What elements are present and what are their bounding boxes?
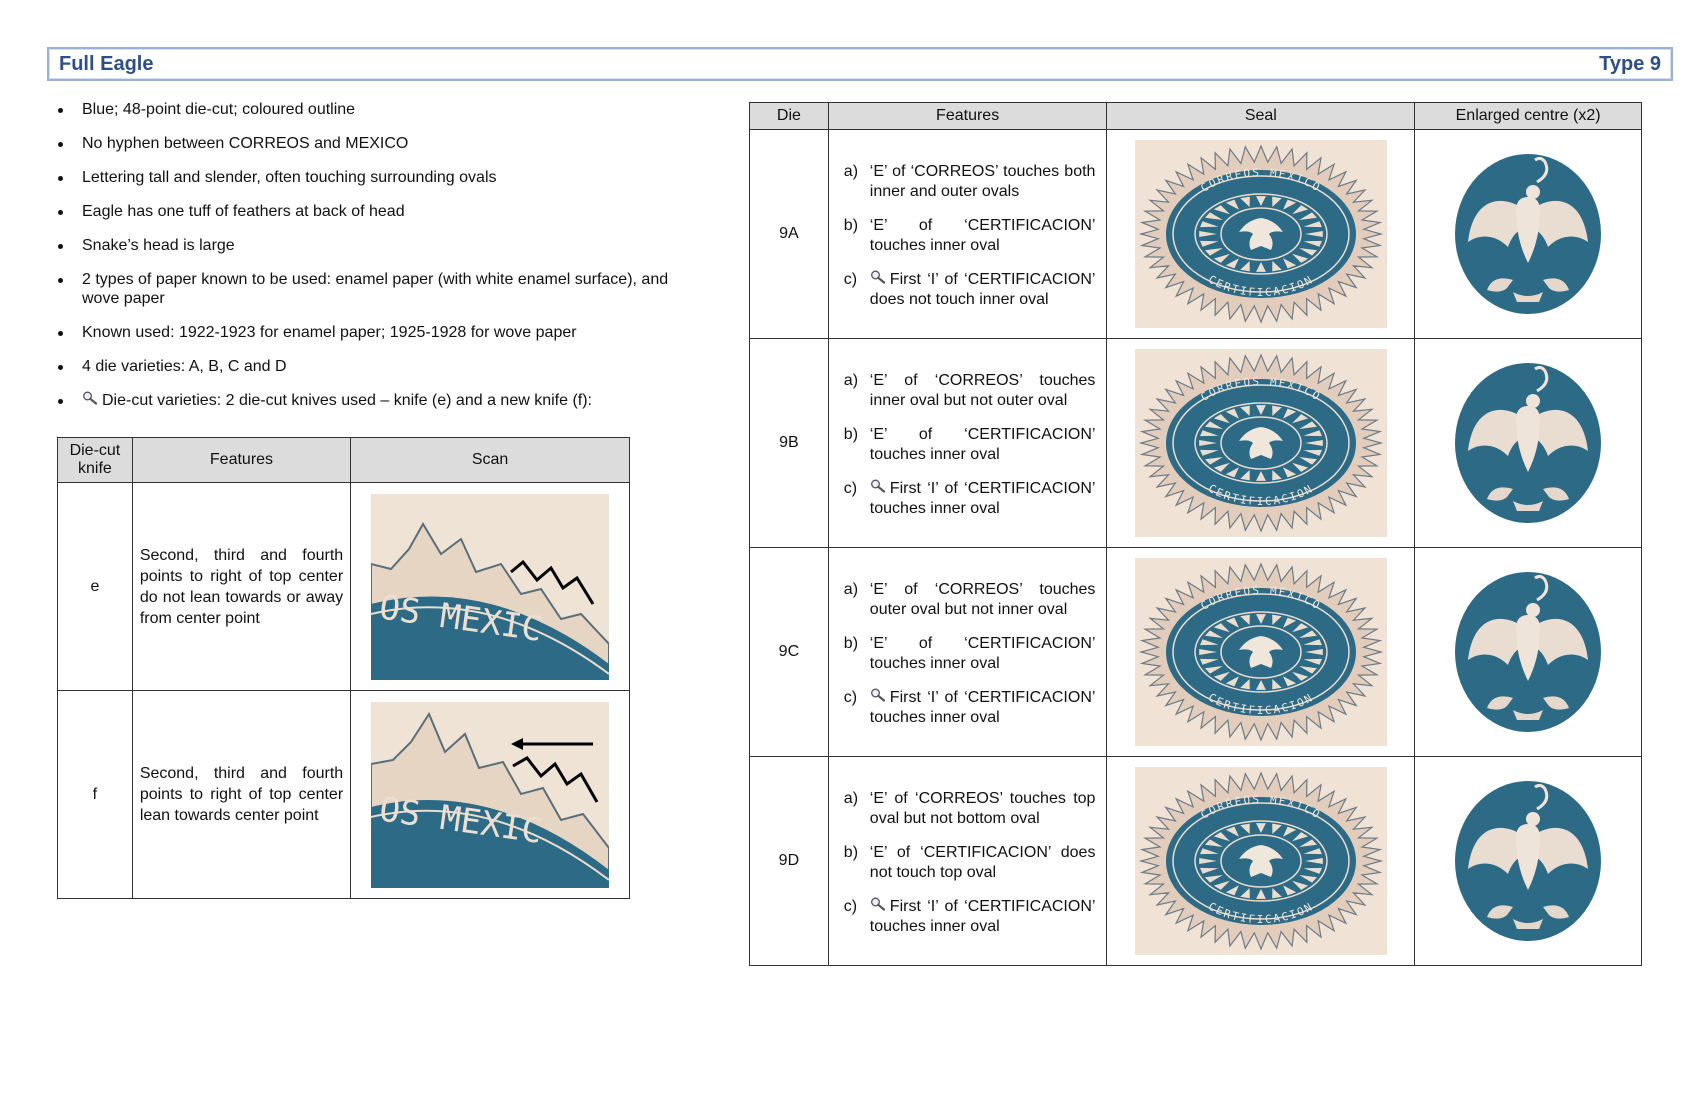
seal-cell xyxy=(1107,339,1415,548)
magnifier-icon xyxy=(870,897,886,911)
feature-item: b) ‘E’ of ‘CERTIFICACION’ touches inner oval xyxy=(843,635,1096,672)
feature-item: c) First ‘I’ of ‘CERTIFICACION’ does not touch inner oval xyxy=(843,271,1096,308)
knife-features: Second, third and fourth points to right of top center lean towards center point xyxy=(132,691,350,899)
seal-image xyxy=(1135,767,1387,955)
die-cell: 9A xyxy=(750,130,829,339)
magnifier-icon xyxy=(870,270,886,284)
features-cell xyxy=(828,339,1107,548)
centre-cell xyxy=(1415,339,1642,548)
enlarged-centre-image xyxy=(1453,779,1603,944)
knife-features: Second, third and fourth points to right of top center do not lean towards or away from center point xyxy=(132,483,350,691)
enlarged-centre-image xyxy=(1453,361,1603,526)
svg-text:OS MEXIC: OS MEXIC xyxy=(376,788,545,852)
enlarged-centre-image xyxy=(1453,570,1603,735)
column-header: Die-cut knife xyxy=(58,438,133,483)
feature-item: a) ‘E’ of ‘CORREOS’ touches top oval but not bottom oval xyxy=(843,790,1096,827)
svg-text:CERTIFICACION: CERTIFICACION xyxy=(1205,272,1316,299)
die-cell: 9D xyxy=(750,757,829,966)
svg-text:CERTIFICACION: CERTIFICACION xyxy=(1205,899,1316,926)
column-header: Die xyxy=(750,103,829,130)
column-header: Seal xyxy=(1107,103,1415,130)
scan-cell xyxy=(351,483,630,691)
scan-image xyxy=(371,494,609,680)
table-row xyxy=(750,548,1642,757)
die-cell: 9B xyxy=(750,339,829,548)
page-header xyxy=(47,47,1673,81)
die-cell: 9C xyxy=(750,548,829,757)
table-row xyxy=(750,339,1642,548)
centre-cell xyxy=(1415,130,1642,339)
magnifier-icon xyxy=(82,391,98,405)
seal-image xyxy=(1135,140,1387,328)
enlarged-centre-image xyxy=(1453,152,1603,317)
knife-cell: e xyxy=(58,483,133,691)
table-header-row xyxy=(58,438,630,483)
bullet-item: Blue; 48-point die-cut; coloured outline xyxy=(55,100,675,119)
bullet-item: Snake’s head is large xyxy=(55,236,675,255)
feature-item: a) ‘E’ of ‘CORREOS’ touches both inner and outer ovals xyxy=(843,163,1096,200)
knife-cell: f xyxy=(58,691,133,899)
table-row xyxy=(58,483,630,691)
features-cell xyxy=(828,130,1107,339)
knife-table xyxy=(57,437,630,899)
bullet-item: Known used: 1922-1923 for enamel paper; 1925-1928 for wove paper xyxy=(55,323,675,342)
table-row xyxy=(750,130,1642,339)
svg-text:OS MEXIC: OS MEXIC xyxy=(376,586,545,650)
scan-image xyxy=(371,702,609,888)
seal-image xyxy=(1135,558,1387,746)
features-cell xyxy=(828,548,1107,757)
feature-bullets xyxy=(55,100,675,425)
svg-text:CERTIFICACION: CERTIFICACION xyxy=(1205,481,1316,508)
table-row xyxy=(750,757,1642,966)
die-table xyxy=(749,102,1642,966)
feature-item: b) ‘E’ of ‘CERTIFICACION’ touches inner oval xyxy=(843,217,1096,254)
bullet-item: No hyphen between CORREOS and MEXICO xyxy=(55,134,675,153)
svg-text:CERTIFICACION: CERTIFICACION xyxy=(1205,690,1316,717)
feature-item: a) ‘E’ of ‘CORREOS’ touches outer oval but not inner oval xyxy=(843,581,1096,618)
column-header: Enlarged centre (x2) xyxy=(1415,103,1642,130)
feature-item: b) ‘E’ of ‘CERTIFICACION’ does not touch top oval xyxy=(843,844,1096,881)
bullet-item: Eagle has one tuff of feathers at back of head xyxy=(55,202,675,221)
svg-text:CORREOS MEXICO: CORREOS MEXICO xyxy=(1198,165,1324,195)
magnifier-icon xyxy=(870,688,886,702)
bullet-item: Die-cut varieties: 2 die-cut knives used – knife (e) and a new knife (f): xyxy=(55,391,675,410)
seal-cell xyxy=(1107,130,1415,339)
feature-item: c) First ‘I’ of ‘CERTIFICACION’ touches inner oval xyxy=(843,898,1096,935)
type-label: Type 9 xyxy=(1599,52,1661,75)
table-row xyxy=(58,691,630,899)
bullet-item: 2 types of paper known to be used: enamel paper (with white enamel surface), and wove paper xyxy=(55,270,675,308)
column-header: Features xyxy=(132,438,350,483)
scan-cell xyxy=(351,691,630,899)
centre-cell xyxy=(1415,548,1642,757)
page-title: Full Eagle xyxy=(59,52,154,75)
feature-item: c) First ‘I’ of ‘CERTIFICACION’ touches inner oval xyxy=(843,689,1096,726)
column-header: Features xyxy=(828,103,1107,130)
svg-text:CORREOS MEXICO: CORREOS MEXICO xyxy=(1198,792,1324,822)
seal-cell xyxy=(1107,757,1415,966)
bullet-item: Lettering tall and slender, often touching surrounding ovals xyxy=(55,168,675,187)
feature-item: b) ‘E’ of ‘CERTIFICACION’ touches inner oval xyxy=(843,426,1096,463)
svg-text:CORREOS MEXICO: CORREOS MEXICO xyxy=(1198,374,1324,404)
seal-image xyxy=(1135,349,1387,537)
table-header-row xyxy=(750,103,1642,130)
magnifier-icon xyxy=(870,479,886,493)
seal-cell xyxy=(1107,548,1415,757)
features-cell xyxy=(828,757,1107,966)
bullet-item: 4 die varieties: A, B, C and D xyxy=(55,357,675,376)
centre-cell xyxy=(1415,757,1642,966)
feature-item: c) First ‘I’ of ‘CERTIFICACION’ touches inner oval xyxy=(843,480,1096,517)
column-header: Scan xyxy=(351,438,630,483)
svg-text:CORREOS MEXICO: CORREOS MEXICO xyxy=(1198,583,1324,613)
feature-item: a) ‘E’ of ‘CORREOS’ touches inner oval but not outer oval xyxy=(843,372,1096,409)
